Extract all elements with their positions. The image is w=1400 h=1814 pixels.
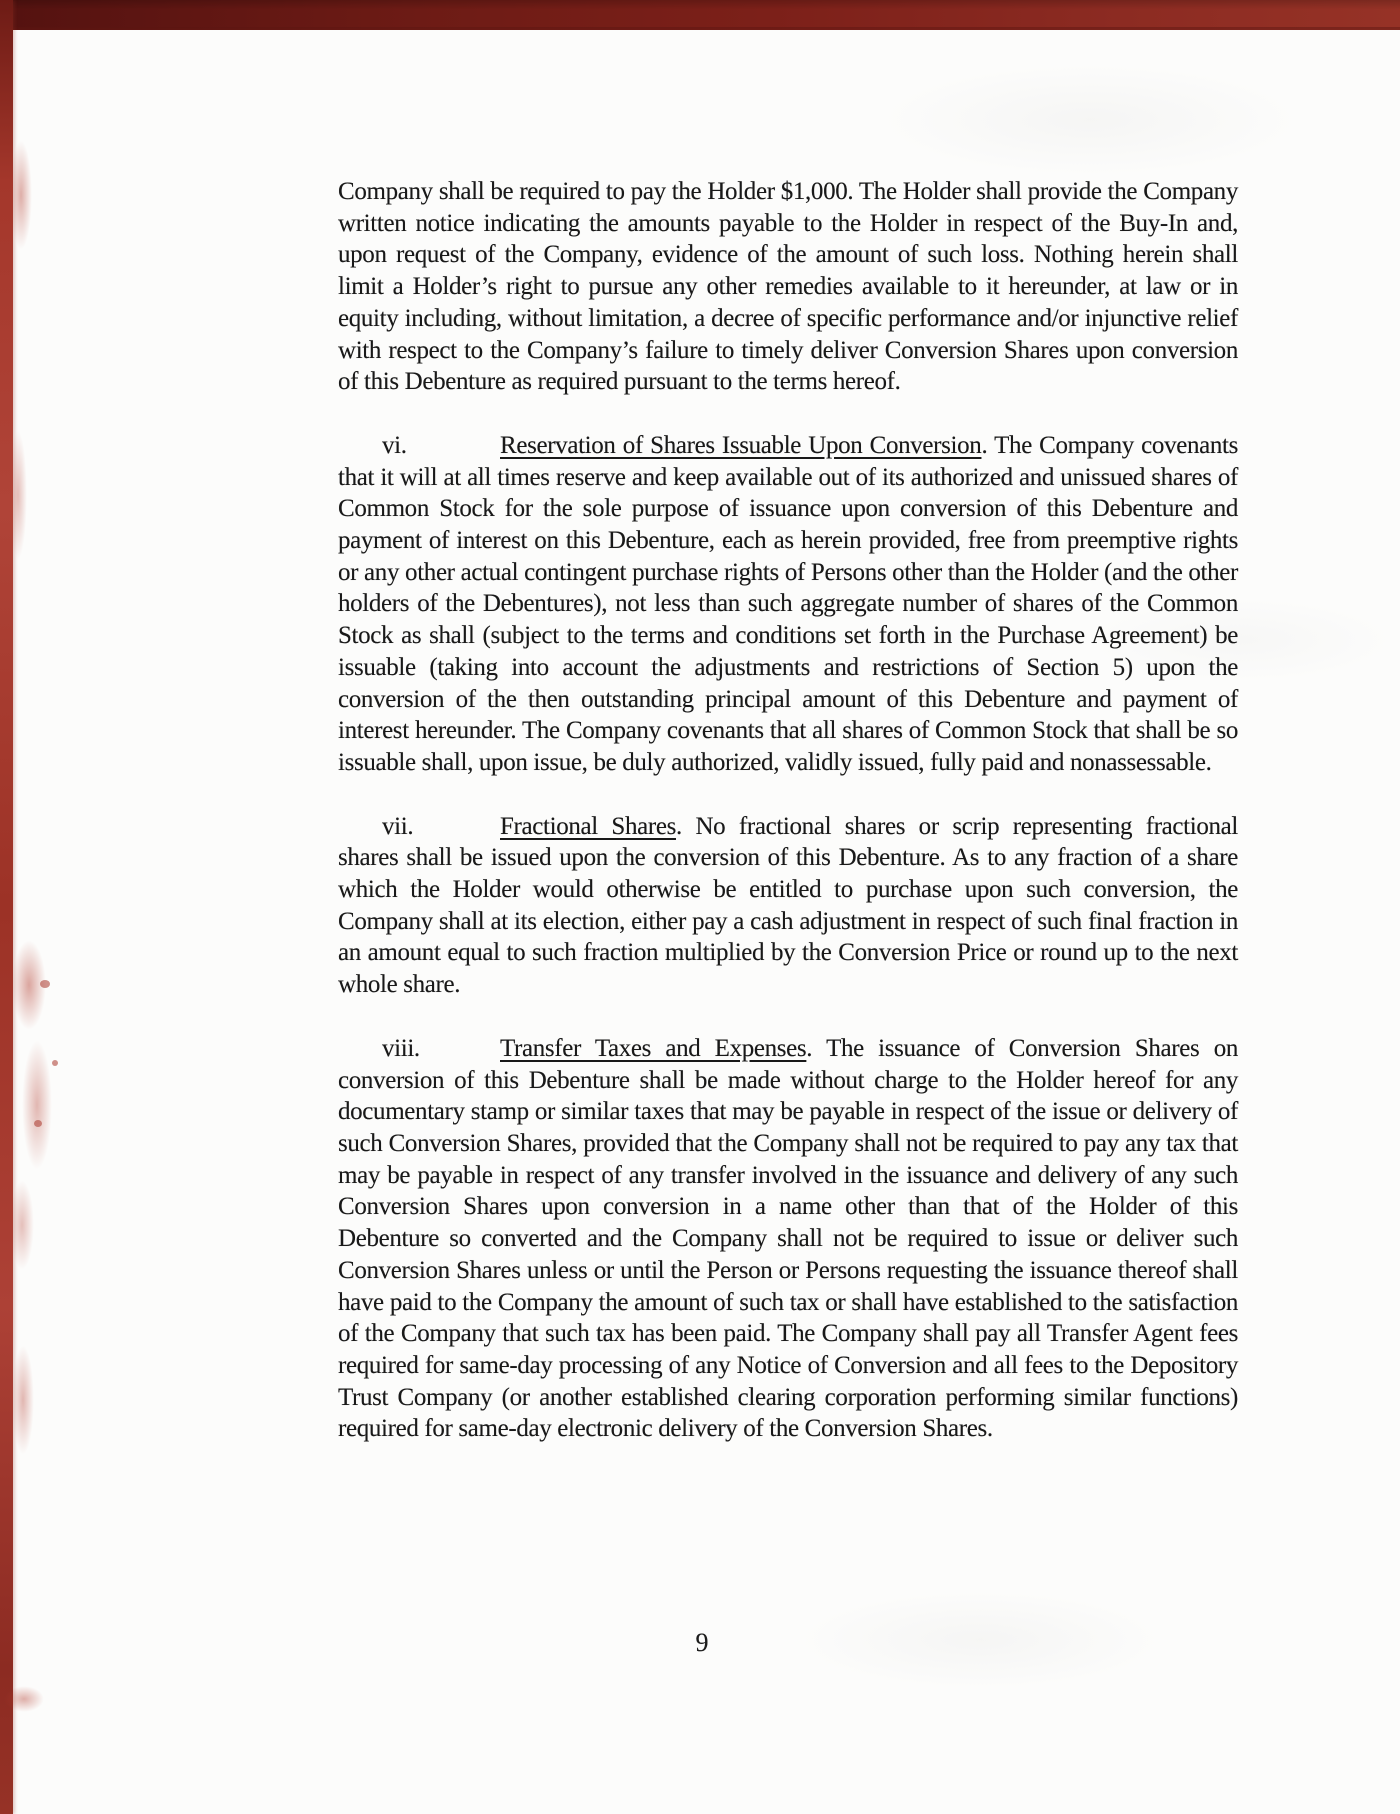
section-vii-heading: Fractional Shares xyxy=(500,812,676,840)
section-viii-heading: Transfer Taxes and Expenses xyxy=(500,1034,807,1062)
paragraph-continuation: Company shall be required to pay the Holder $1,000. The Holder shall provide the Company written notice indicating the amounts payable to the Holder in respect of the Buy-In and, upon request of the Company, evidence of the amount of such loss. Nothing herein shall limit a Holder’s right to pursue any other remedies available to it hereunder, at law or in equity including, without limitation, a decree of specific performance and/or injunctive relief with respect to the Company’s failure to timely deliver Conversion Shares upon conversion of this Debenture as required pursuant to the terms hereof. xyxy=(338,178,1238,396)
section-viii-heading-period: . xyxy=(806,1034,813,1062)
section-vi xyxy=(338,430,1238,779)
section-viii-number: viii. xyxy=(382,1034,420,1062)
section-vi-heading: Reservation of Shares Issuable Upon Conversion xyxy=(500,431,982,459)
scan-artifact-top-bar xyxy=(0,0,1400,30)
section-vii xyxy=(338,811,1238,1001)
section-viii-body: The issuance of Conversion Shares on conversion of this Debenture shall be made without charge to the Holder hereof for any documentary stamp or similar taxes that may be payable in respect of the issue or delivery of such Conversion Shares, provided that the Company shall not be required to pay any tax that may be payable in respect of any transfer involved in the issuance and delivery of any such Conversion Shares upon conversion in a name other than that of the Holder of this Debenture so converted and the Company shall not be required to issue or deliver such Conversion Shares unless or until the Person or Persons requesting the issuance thereof shall have paid to the Company the amount of such tax or shall have established to the satisfaction of the Company that such tax has been paid. The Company shall pay all Transfer Agent fees required for same-day processing of any Notice of Conversion and all fees to the Depository Trust Company (or another established clearing corporation performing similar functions) required for same-day electronic delivery of the Conversion Shares. xyxy=(338,1034,1238,1443)
scan-artifact-blotch xyxy=(22,1040,52,1170)
section-vi-body: The Company covenants that it will at all times reserve and keep available out of its authorized and unissued shares of Common Stock for the sole purpose of issuance upon conversion of this Debenture and payment of interest on this Debenture, each as herein provided, free from preemptive rights or any other actual contingent purchase rights of Persons other than the Holder (and the other holders of the Debentures), not less than such aggregate number of shares of the Common Stock as shall (subject to the terms and conditions set forth in the Purchase Agreement) be issuable (taking into account the adjustments and restrictions of Section 5) upon the conversion of the then outstanding principal amount of this Debenture and payment of interest hereunder. The Company covenants that all shares of Common Stock that shall be so issuable shall, upon issue, be duly authorized, validly issued, fully paid and nonassessable. xyxy=(338,431,1238,776)
scan-artifact-speckle xyxy=(34,1120,42,1127)
scan-artifact-blotch xyxy=(12,940,46,1030)
page-number: 9 xyxy=(695,1628,709,1657)
section-viii xyxy=(338,1033,1238,1445)
section-vi-number: vi. xyxy=(382,431,407,459)
section-vii-body: No fractional shares or scrip representing fractional shares shall be issued upon the conversion of this Debenture. As to any fraction of a share which the Holder would otherwise be entitled to purchase upon such conversion, the Company shall at its election, either pay a cash adjustment in respect of such final fraction in an amount equal to such fraction multiplied by the Conversion Price or round up to the next whole share. xyxy=(338,812,1239,999)
section-vi-heading-period: . xyxy=(981,431,988,459)
section-vii-heading-period: . xyxy=(675,812,682,840)
scan-artifact-speckle xyxy=(40,980,50,988)
scan-artifact-blotch xyxy=(10,1180,34,1270)
scan-artifact-blotch xyxy=(10,140,32,250)
section-vii-number: vii. xyxy=(382,812,414,840)
scan-artifact-speckle xyxy=(52,1060,58,1066)
scan-artifact-left-strip xyxy=(0,0,13,1814)
document-text xyxy=(338,176,1238,1445)
scan-artifact-blotch xyxy=(12,1345,34,1455)
